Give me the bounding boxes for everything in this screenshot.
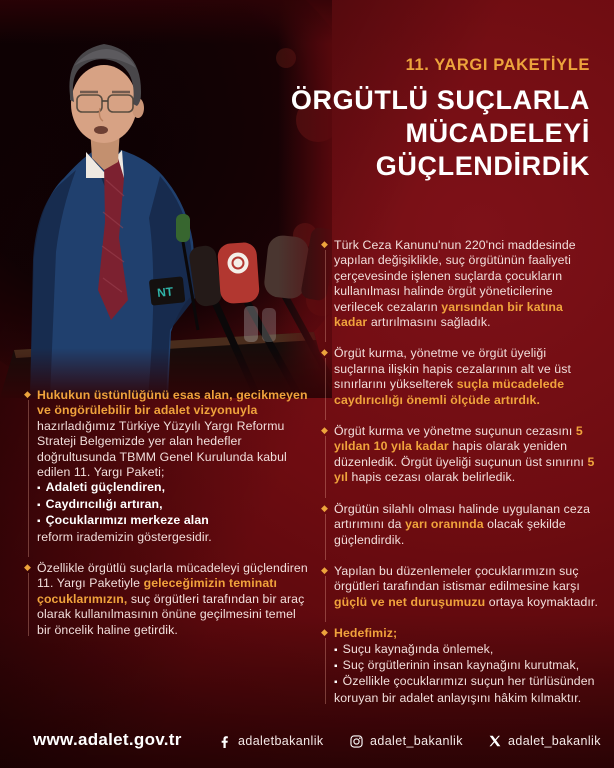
title-line-3: GÜÇLENDİRDİK — [375, 151, 590, 181]
paragraph-line — [37, 388, 312, 480]
water-bottle — [244, 306, 258, 342]
title-kicker: 11. YARGI PAKETİYLE — [405, 56, 590, 74]
text-segment: 5 yıl — [334, 454, 595, 485]
bullet-item — [322, 424, 598, 486]
paragraph-line — [334, 626, 598, 641]
paragraph-line — [37, 530, 312, 545]
paragraph-line — [334, 424, 598, 486]
bullet-item — [322, 238, 598, 330]
diamond-bullet-icon: ◆ — [321, 627, 329, 638]
right-text-column — [322, 238, 598, 706]
square-bullet-icon: ▪ — [37, 483, 41, 495]
bullet-item — [25, 561, 312, 638]
text-segment: suç örgütleri tarafından bir araç olarak kullanılmasının önüne geçilmesini temel bir öncelik haline getirdik. — [37, 591, 305, 637]
text-segment: Suçu kaynağında önlemek, — [342, 641, 494, 656]
square-bullet-icon: ▪ — [334, 644, 338, 656]
facebook-handle-label: adaletbakanlik — [238, 734, 324, 748]
title-line-1: ÖRGÜTLÜ SUÇLARLA — [290, 85, 590, 115]
text-segment: Suç örgütlerinin insan kaynağını kurutmak, — [342, 657, 580, 672]
text-segment: artırılmasını sağladık. — [367, 315, 491, 330]
sub-bullet-line — [37, 480, 312, 496]
text-segment: hapis cezası olarak belirledik. — [347, 470, 516, 485]
text-segment: Hedefimiz; — [334, 626, 398, 641]
instagram-handle-label: adalet_bakanlik — [370, 734, 463, 748]
diamond-bullet-icon: ◆ — [321, 502, 329, 513]
text-segment: hapis olarak yeniden düzenledik. Örgüt üyeliği suçunun üst sınırını — [334, 439, 588, 469]
diamond-bullet-icon: ◆ — [321, 347, 329, 358]
text-segment: Örgüt kurma ve yönetme suçunun cezasını — [334, 424, 576, 439]
text-segment: reform irademizin göstergesidir. — [37, 529, 212, 544]
text-segment: Caydırıcılığı artıran, — [45, 496, 163, 511]
diamond-bullet-icon: ◆ — [24, 562, 32, 573]
text-segment: Özellikle çocuklarımızı suçun her türlüsünden koruyan bir adalet anlayışını hâkim kılmaktır. — [334, 674, 595, 705]
bullet-item — [322, 564, 598, 610]
text-segment: Çocuklarımızı merkeze alan — [45, 513, 209, 528]
text-segment: yarı oranında — [405, 517, 484, 532]
sub-bullet-line — [334, 674, 598, 706]
text-segment: Hukukun üstünlüğünü esas alan, gecikmeyen ve öngörülebilir bir adalet vizyonuyla — [37, 388, 308, 418]
text-segment: Örgüt kurma, yönetme ve örgüt üyeliği suçlarına ilişkin hapis cezalarının alt ve üst sınırlarını yükselterek — [334, 346, 571, 392]
square-bullet-icon: ▪ — [37, 499, 41, 511]
sub-bullet-line — [37, 513, 312, 529]
instagram-icon — [350, 735, 363, 748]
title-line-2: MÜCADELEYİ — [405, 118, 590, 148]
x-icon — [489, 735, 501, 747]
paragraph-line — [334, 564, 598, 610]
instagram-handle — [350, 734, 463, 748]
sub-bullet-line — [334, 642, 598, 658]
x-handle-label: adalet_bakanlik — [508, 734, 601, 748]
text-segment: Örgütün silahlı olması halinde uygulanan ceza artırımını da — [334, 501, 591, 532]
bullet-item — [322, 502, 598, 548]
sub-bullet-line — [37, 497, 312, 513]
mic-flag — [149, 276, 186, 305]
photo-top-fade — [0, 0, 332, 44]
paragraph-line — [334, 502, 598, 548]
title-block — [260, 56, 590, 183]
text-segment: ortaya koymaktadır. — [485, 594, 598, 609]
square-bullet-icon: ▪ — [37, 516, 41, 528]
square-bullet-icon: ▪ — [334, 677, 338, 689]
bullet-item — [25, 388, 312, 545]
square-bullet-icon: ▪ — [334, 660, 338, 672]
text-segment: olacak şekilde güçlendirdik. — [334, 517, 566, 547]
diamond-bullet-icon: ◆ — [321, 239, 329, 249]
text-segment: Türk Ceza Kanunu'nun 220'nci maddesinde yapılan değişiklikle, suç örgütünün faaliyeti çerçevesinde işlenen suçlarda çocukların kullanılması halinde örgüt yöneticilerine verilecek cezaların — [334, 238, 576, 314]
mic-flag-text: NT — [156, 284, 174, 300]
diamond-bullet-icon: ◆ — [321, 564, 329, 575]
green-microphone — [176, 214, 190, 242]
paragraph-line — [37, 561, 312, 638]
sub-bullet-line — [334, 658, 598, 674]
red-mic-logo — [228, 253, 249, 274]
website-url: www.adalet.gov.tr — [33, 730, 182, 749]
x-handle — [489, 734, 601, 748]
bullet-item — [322, 626, 598, 706]
text-segment: Adaleti güçlendiren, — [45, 480, 166, 495]
text-segment: yarısından bir katına kadar — [334, 299, 563, 330]
footer-bar — [0, 716, 614, 768]
text-segment: hazırladığımız Türkiye Yüzyılı Yargı Reformu Strateji Belgemizde yer alan hedefler doğrultusunda TBMM Genel Kurulunda kabul edilen 11. Yargı Paketi; — [37, 418, 287, 480]
text-segment: 5 yıldan 10 yıla kadar — [334, 424, 583, 454]
text-segment: güçlü ve net duruşumuzu — [334, 594, 486, 609]
text-segment: geleceğimizin teminatı çocuklarımızın, — [37, 576, 277, 606]
water-bottle — [262, 308, 276, 342]
mouth — [94, 126, 108, 134]
bullet-item — [322, 346, 598, 408]
diamond-bullet-icon: ◆ — [321, 425, 329, 436]
paragraph-line — [334, 346, 598, 408]
diamond-bullet-icon: ◆ — [24, 389, 32, 399]
facebook-handle — [218, 734, 324, 748]
paragraph-line — [334, 238, 598, 330]
text-segment: Özellikle örgütlü suçlarla mücadeleyi güçlendiren 11. Yargı Paketiyle — [37, 561, 308, 591]
left-text-column — [25, 388, 312, 638]
text-segment: suçla mücadelede caydırıcılığı önemli ölçüde artırdık. — [334, 377, 565, 407]
facebook-icon — [218, 735, 231, 748]
text-segment: Yapılan bu düzenlemeler çocuklarımızın suç örgütleri tarafından istismar edilmesine karşı — [334, 563, 580, 594]
